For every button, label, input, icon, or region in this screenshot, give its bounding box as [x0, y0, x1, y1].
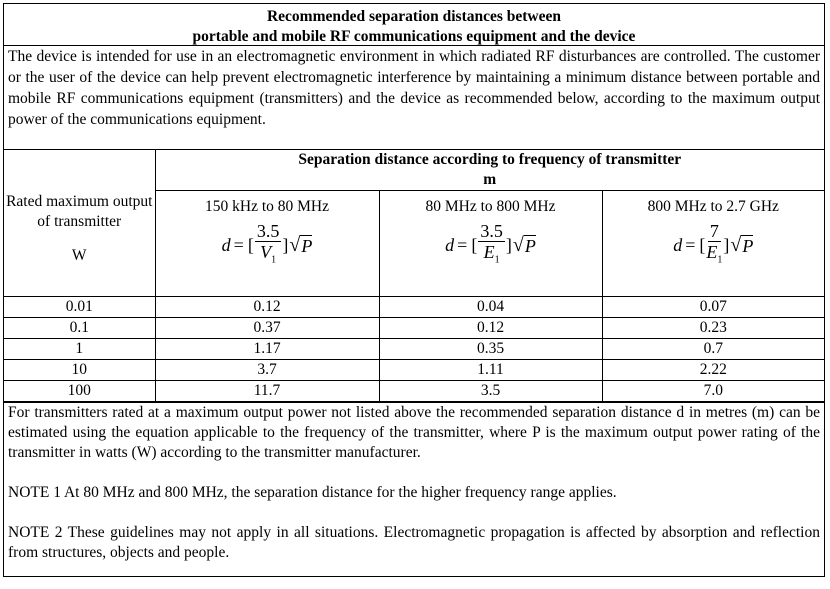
rated-power-cell: 0.01 [4, 297, 155, 318]
formula-fraction [478, 221, 505, 271]
title-line-2: portable and mobile RF communications equipment and the device [192, 28, 636, 45]
formula-numerator: 7 [709, 221, 719, 241]
rated-power-cell: 10 [4, 360, 155, 381]
separation-distance-cell: 0.23 [602, 318, 824, 339]
formula-denominator [484, 242, 500, 271]
distance-formula [445, 221, 536, 271]
formula-power-variable: P [742, 235, 754, 256]
separation-distance-cell: 0.35 [379, 339, 602, 360]
formula-sqrt-symbol: √ [512, 234, 524, 257]
rated-output-label: Rated maximum output of transmitter [6, 193, 153, 230]
note-2: NOTE 2 These guidelines may not apply in all situations. Electromagnetic propagation is affected by absorption and reflection from structures, objects and people. [8, 524, 820, 561]
separation-distance-cell: 0.12 [379, 318, 602, 339]
separation-distance-cell: 7.0 [602, 381, 824, 402]
rated-output-header [4, 150, 155, 297]
notes-section [4, 402, 824, 563]
title-line-1: Recommended separation distances between [266, 8, 562, 25]
separation-distance-cell: 0.37 [155, 318, 379, 339]
formula-denominator [260, 242, 276, 271]
formula-denominator [706, 242, 722, 271]
table-row [4, 360, 824, 381]
table-row [4, 297, 824, 318]
formula-lhs: d [673, 235, 683, 256]
frequency-band-header [379, 191, 602, 297]
separation-header-label: Separation distance according to frequency of transmitter [298, 151, 682, 168]
separation-distance-cell: 11.7 [155, 381, 379, 402]
formula-sqrt-symbol: √ [730, 234, 742, 257]
separation-distance-cell: 3.7 [155, 360, 379, 381]
formula-fraction [706, 221, 722, 271]
table-row [4, 339, 824, 360]
intro-paragraph: The device is intended for use in an electromagnetic environment in which radiated RF disturbances are controlled. The customer or the user of the device can help prevent electromagnetic interference by maintaining a minimum distance between portable and mobile RF communications equipment (transmitters) and the device as recommended below, according to the maximum output power of the communications equipment. [4, 46, 824, 150]
distance-formula [222, 221, 313, 271]
separation-distance-cell: 1.17 [155, 339, 379, 360]
note-1: NOTE 1 At 80 MHz and 800 MHz, the separation distance for the higher frequency range applies. [8, 484, 617, 501]
formula-denominator-symbol: V [260, 242, 272, 262]
formula-close-bracket: ] [282, 235, 289, 256]
formula-lhs: d [221, 235, 231, 256]
frequency-band-label: 800 MHz to 2.7 GHz [647, 198, 779, 215]
formula-fraction [255, 221, 282, 271]
separation-distance-cell: 1.11 [379, 360, 602, 381]
frequency-band-label: 150 kHz to 80 MHz [205, 198, 329, 215]
separation-distance-cell: 2.22 [602, 360, 824, 381]
formula-equals: = [233, 235, 244, 256]
formula-sqrt-symbol: √ [289, 234, 301, 257]
frequency-band-header [602, 191, 824, 297]
distance-formula [673, 221, 753, 271]
formula-numerator: 3.5 [480, 221, 503, 241]
formula-denominator-subscript: 1 [717, 254, 723, 266]
formula-denominator-subscript: 1 [494, 254, 500, 266]
formula-lhs: d [445, 235, 455, 256]
formula-equals: = [685, 235, 696, 256]
formula-close-bracket: ] [505, 235, 512, 256]
rated-power-cell: 0.1 [4, 318, 155, 339]
formula-equals: = [457, 235, 468, 256]
frequency-band-header [155, 191, 379, 297]
formula-power-variable: P [301, 235, 313, 256]
separation-distance-cell: 0.07 [602, 297, 824, 318]
rated-power-cell: 1 [4, 339, 155, 360]
separation-distance-cell: 0.7 [602, 339, 824, 360]
table-row [4, 381, 824, 402]
notes-paragraph: For transmitters rated at a maximum output power not listed above the recommended separation distance d in metres (m) can be estimated using the equation applicable to the frequency of the transmitter, where P is the maximum output power rating of the transmitter in watts (W) according to the transmitter manufacturer. [8, 404, 820, 461]
formula-numerator: 3.5 [256, 221, 280, 241]
separation-distance-cell: 0.12 [155, 297, 379, 318]
formula-open-bracket: [ [247, 235, 254, 256]
formula-denominator-subscript: 1 [271, 254, 277, 266]
separation-distance-cell: 3.5 [379, 381, 602, 402]
separation-distance-cell: 0.04 [379, 297, 602, 318]
formula-denominator-symbol: E [706, 242, 718, 262]
separation-header-unit: m [483, 171, 497, 188]
rated-power-cell: 100 [4, 381, 155, 402]
rated-output-unit: W [71, 247, 87, 264]
formula-denominator-symbol: E [483, 242, 495, 262]
separation-table [4, 150, 824, 402]
document [3, 3, 825, 577]
formula-open-bracket: [ [699, 235, 706, 256]
document-title [4, 4, 824, 46]
formula-power-variable: P [524, 235, 536, 256]
frequency-band-label: 80 MHz to 800 MHz [425, 198, 556, 215]
table-row [4, 318, 824, 339]
formula-open-bracket: [ [471, 235, 478, 256]
separation-distance-header [155, 150, 824, 191]
formula-close-bracket: ] [723, 235, 730, 256]
